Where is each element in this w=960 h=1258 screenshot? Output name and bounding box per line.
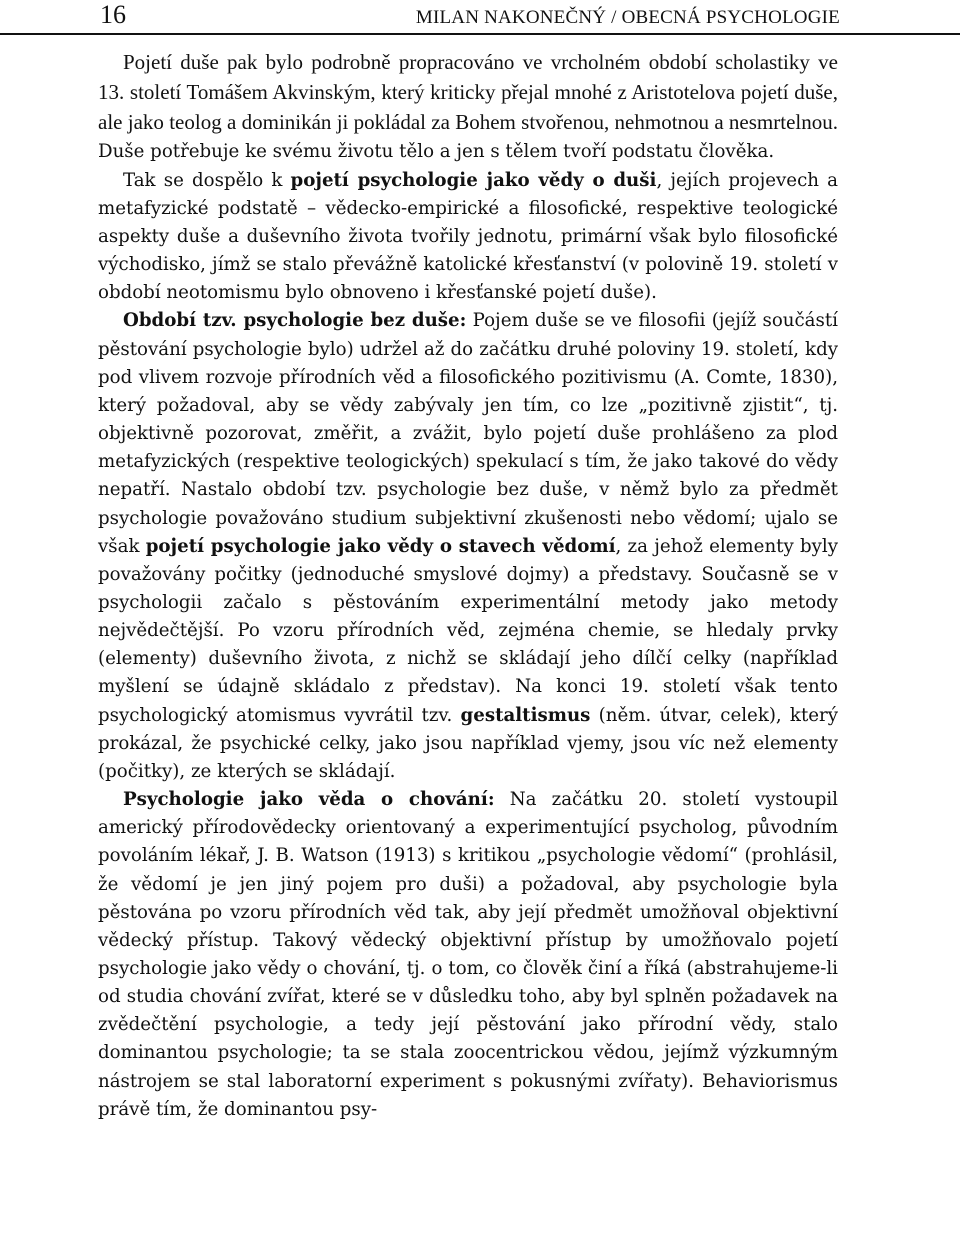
paragraph-text: Pojetí duše pak bylo podrobně propracováno ve vrcholném období scholastiky ve 13. století Tomášem Akvinským, který kriticky přejal mnohé z Aristotelova pojetí duše, ale jako teolog a dominikán ji pokládal za Bohem stvořenou, nehmotnou a nesmrtelnou. xyxy=(98,50,838,135)
running-head: MILAN NAKONEČNÝ / OBECNÁ PSYCHOLOGIE xyxy=(415,7,840,28)
paragraph-psychologie-bez-duse xyxy=(98,307,838,786)
page-header xyxy=(0,0,960,34)
emphasis-term: gestaltismus xyxy=(460,704,591,726)
section-heading: psychologie bez duše: xyxy=(236,310,467,332)
paragraph-veda-o-dusi xyxy=(98,167,838,308)
paragraph-text: (něm. útvar, celek), který prokázal, že psychické celky, jako jsou například vjemy, jsou víc než elementy (počitky), ze kterých se skládají. xyxy=(98,704,838,782)
section-heading: Psychologie jako věda o chování: xyxy=(123,789,495,811)
emphasis-term: pojetí psychologie jako vědy o duši xyxy=(290,169,657,191)
section-heading: Období tzv. xyxy=(123,310,237,332)
emphasis-term: pojetí psychologie jako vědy o stavech vědomí xyxy=(145,535,616,557)
page-number: 16 xyxy=(100,0,126,29)
body-text xyxy=(98,48,838,1124)
paragraph-text: Pojem duše se ve filosofii (jejíž součástí pěstování psychologie bylo) udržel až do začátku druhé poloviny 19. století, kdy pod vlivem rozvoje přírodních věd a filosofického pozitivismu (A. Comte, 1830), který požadoval, aby se vědy zabývaly jen tím, co lze „pozitivně zjistit“, tj. objektivně pozorovat, změřit, a zvážit, bylo pojetí duše prohlášeno za plod metafyzických (respektive teologických) spekulací s tím, že jako takové do vědy nepatří. Nastalo období tzv. psychologie bez duše, v němž bylo za předmět psychologie považováno studium subjektivní zkušenosti nebo vědomí; ujalo se však xyxy=(98,310,838,557)
paragraph-text: , za jehož elementy byly považovány počitky (jednoduché smyslové dojmy) a představy. Současně se v psychologii začalo s pěstováním experimentální metody jako metody nejvědečtější. Po vzoru přírodních věd, zejména chemie, se hledaly prvky (elementy) duševního života, z nichž se skládají jeho dílčí celky (například myšlení se údajně skládalo z představ). Na konci 19. století však tento psychologický atomismus vyvrátil tzv. xyxy=(98,535,838,726)
header-rule xyxy=(0,33,960,35)
paragraph-veda-o-chovani xyxy=(98,786,838,1124)
paragraph-scholastika xyxy=(98,48,838,167)
paragraph-text: , jejích projevech a metafyzické podstatě – vědecko-empirické a filosofické, respektive teologické aspekty duše a duševního života tvořily jednotu, primární však bylo filosofické východisko, jímž se stalo převážně katolické křesťanství (v polovině 19. století v období neotomismu bylo obnoveno i křesťanské pojetí duše). xyxy=(98,169,838,304)
paragraph-text: Duše potřebuje ke svému životu tělo a jen s tělem tvoří podstatu člověka. xyxy=(98,141,775,163)
paragraph-text: Tak se dospělo k xyxy=(123,169,291,191)
paragraph-text: Na začátku 20. století vystoupil americký přírodovědecky orientovaný a experimentující psycholog, původním povoláním lékař, J. B. Watson (1913) s kritikou „psychologie vědomí“ (prohlásil, že vědomí je jen jiný pojem pro duši) a požadoval, aby psychologie byla pěstována po vzoru přírodních věd tak, aby její předmět umožňoval objektivní vědecký přístup. Takový vědecký objektivní přístup by umožňovalo pojetí psychologie jako vědy o chování, tj. o tom, co člověk činí a říká (abstrahujeme-li od studia chování zvířat, které se v důsledku toho, aby byl splněn požadavek na zvědečtění psychologie, a tedy její pěstování jako přírodní vědy, stalo dominantou psychologie; ta se stala zoocentrickou vědou, jejímž výzkumným nástrojem se stal laboratorní experiment s pokusnými zvířaty). Behaviorismus právě tím, že dominantou psy- xyxy=(98,789,838,1120)
